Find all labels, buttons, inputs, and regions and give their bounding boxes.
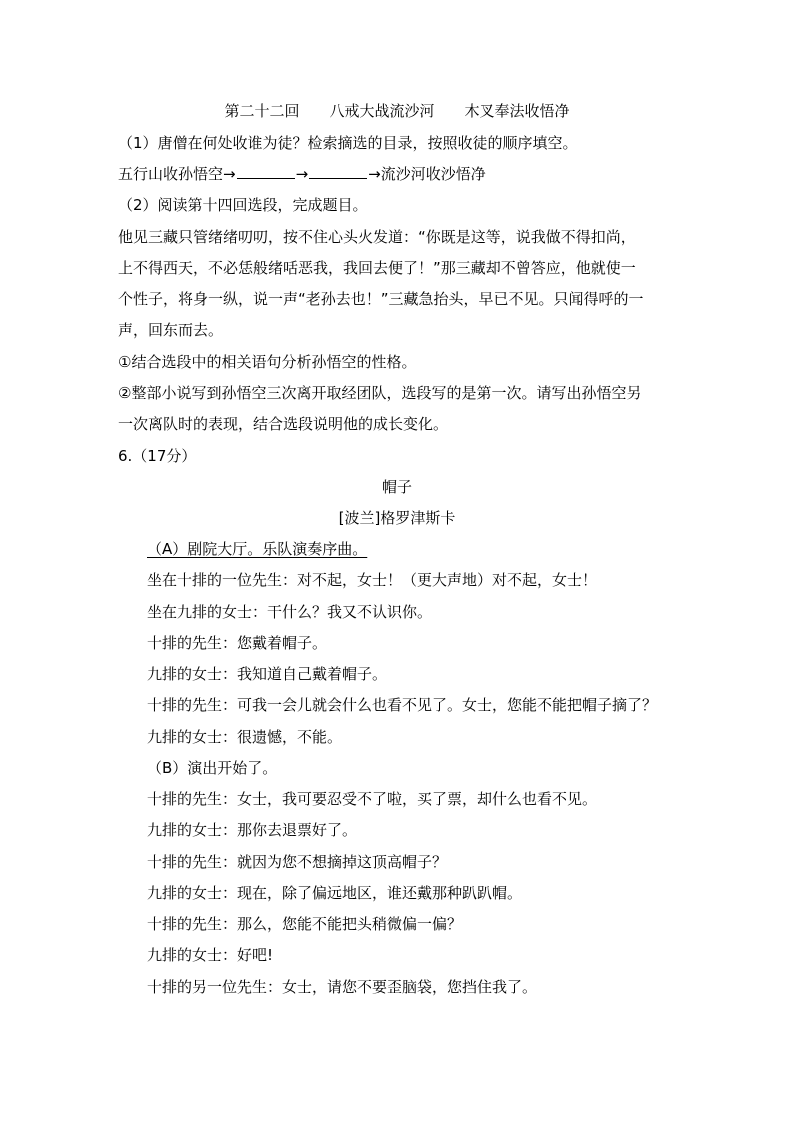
dialogue-line: 十排的先生：女士，我可要忍受不了啦，买了票，却什么也看不见。: [147, 790, 598, 808]
fill-blank-2[interactable]: [309, 164, 367, 179]
q1-seq-end: →流沙河收沙悟净: [368, 165, 486, 183]
q2-sub1: ①结合选段中的相关语句分析孙悟空的性格。: [118, 353, 417, 371]
passage-line: 声，回东而去。: [118, 321, 224, 339]
scene-a-text: （A）剧院大厅。乐队演奏序曲。: [147, 540, 368, 558]
chapter-heading: 第二十二回 八戒大战流沙河 木叉奉法收悟净: [224, 102, 570, 120]
q1-prompt: （1）唐僧在何处收谁为徒？检索摘选的目录，按照收徒的顺序填空。: [118, 134, 578, 152]
dialogue-line: 坐在十排的一位先生：对不起，女士！（更大声地）对不起，女士！: [147, 571, 598, 589]
dialogue-line: 十排的另一位先生：女士，请您不要歪脑袋，您挡住我了。: [147, 978, 538, 996]
q1-seq-start: 五行山收孙悟空→: [118, 165, 236, 183]
play-title: 帽子: [381, 478, 412, 496]
play-author: [波兰]格罗津斯卡: [338, 509, 456, 527]
dialogue-line: 十排的先生：就因为您不想摘掉这顶高帽子？: [147, 853, 448, 871]
dialogue-line: 九排的女士：那你去退票好了。: [147, 821, 358, 839]
q1-sequence: [118, 164, 486, 184]
q2-sub2-line1: ②整部小说写到孙悟空三次离开取经团队，选段写的是第一次。请写出孙悟空另: [118, 384, 642, 402]
dialogue-line: 十排的先生：那么，您能不能把头稍微偏一偏？: [147, 915, 463, 933]
q2-prompt: （2）阅读第十四回选段，完成题目。: [118, 196, 368, 214]
dialogue-line: 九排的女士：好吧!: [147, 946, 274, 964]
dialogue-line: 九排的女士：很遗憾，不能。: [147, 728, 343, 746]
dialogue-line: 九排的女士：我知道自己戴着帽子。: [147, 665, 388, 683]
dialogue-line: 坐在九排的女士：干什么？我又不认识你。: [147, 603, 433, 621]
dialogue-line: 十排的先生：您戴着帽子。: [147, 634, 328, 652]
q6-number: 6.（17分）: [118, 447, 197, 465]
fill-blank-1[interactable]: [237, 164, 295, 179]
q2-sub2-line2: 一次离队时的表现，结合选段说明他的成长变化。: [118, 415, 449, 433]
dialogue-line: 九排的女士：现在，除了偏远地区，谁还戴那种趴趴帽。: [147, 884, 523, 902]
dialogue-line: 十排的先生：可我一会儿就会什么也看不见了。女士，您能不能把帽子摘了？: [147, 696, 658, 714]
scene-b-heading: （B）演出开始了。: [147, 759, 278, 777]
scene-a-heading: [147, 539, 367, 559]
q1-arrow: →: [295, 165, 309, 183]
passage-line: 个性子，将身一纵，说一声“老孙去也！”三藏急抬头，早已不见。只闻得呼的一: [118, 290, 644, 308]
passage-line: 上不得西天，不必恁般绪咶恶我，我回去便了！”那三藏却不曾答应，他就使一: [118, 259, 636, 277]
passage-line: 他见三藏只管绪绪叨叨，按不住心头火发道：“你既是这等，说我做不得扣尚，: [118, 228, 636, 246]
